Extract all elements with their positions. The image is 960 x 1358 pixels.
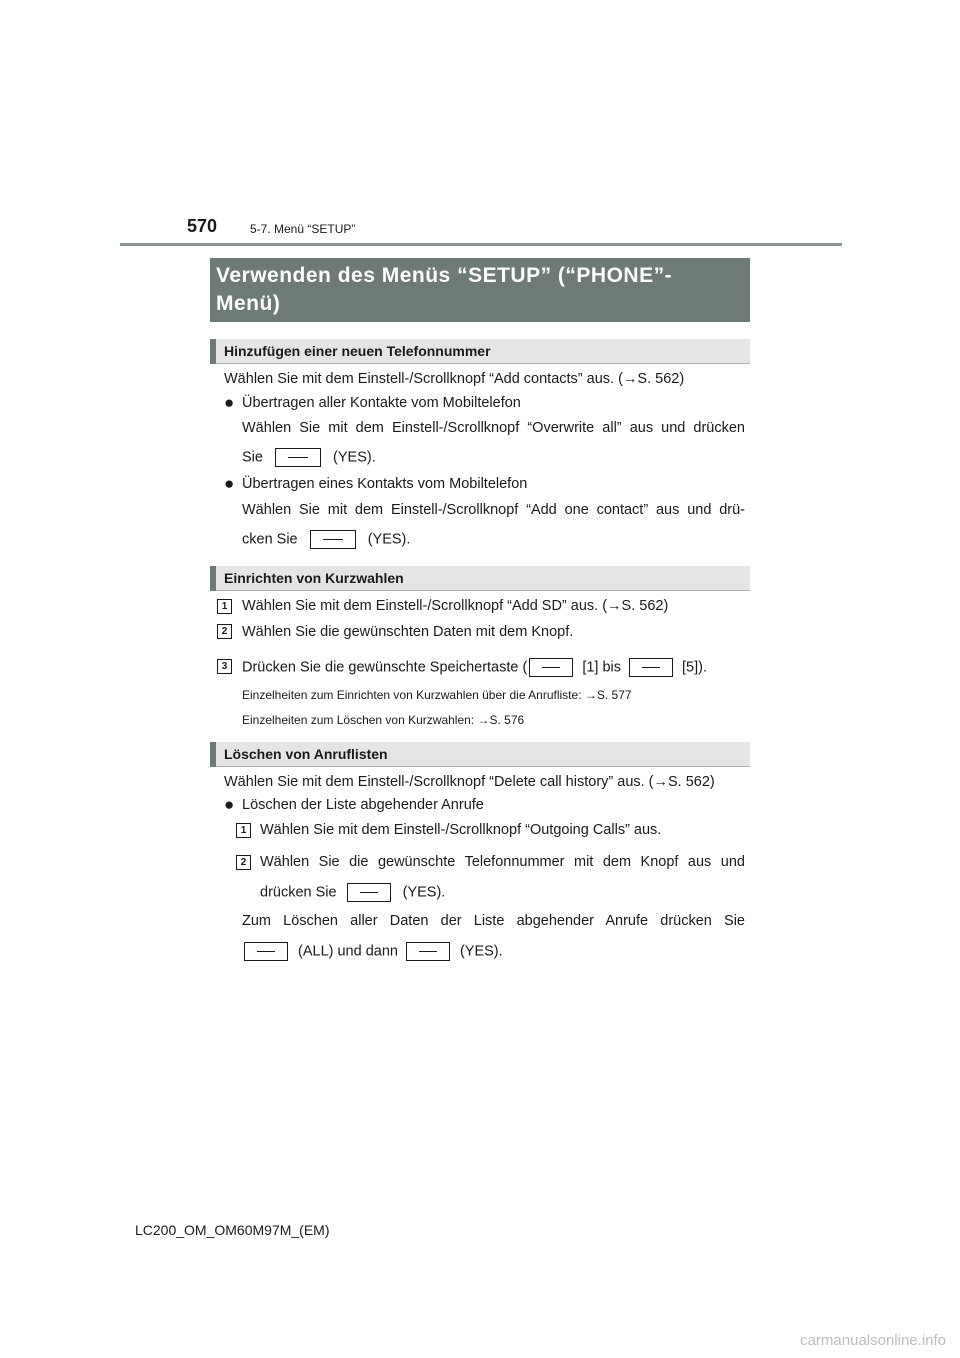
- note-text: Einzelheiten zum Einrichten von Kurzwahlen über die Anrufliste: →S. 577: [242, 688, 632, 702]
- text-fragment: (ALL) und dann: [298, 943, 398, 960]
- step-number: 3: [217, 659, 232, 674]
- text-add-one-contact: Wählen Sie mit dem Einstell-/Scrollknopf “Add one contact” aus und drü-: [242, 502, 745, 518]
- step-number: 1: [217, 599, 232, 614]
- text-fragment: Sie: [242, 449, 263, 466]
- key-button-icon: [629, 658, 673, 677]
- section-label: 5-7. Menü “SETUP”: [250, 222, 356, 236]
- text-fragment: (YES).: [333, 449, 376, 466]
- text-press-yes: [242, 448, 376, 467]
- bullet-title-transfer-all: Übertragen aller Kontakte vom Mobiltelefon: [242, 395, 521, 411]
- step-number: 2: [236, 855, 251, 870]
- bullet-icon: ●: [224, 393, 235, 412]
- step-text: Wählen Sie mit dem Einstell-/Scrollknopf “Add SD” aus. (→S. 562): [242, 598, 669, 614]
- bullet-icon: ●: [224, 795, 235, 814]
- heading-bar: [210, 566, 216, 591]
- key-button-icon: [529, 658, 573, 677]
- text-press-yes: [242, 530, 410, 549]
- text-fragment: [5]).: [682, 659, 707, 676]
- bullet-icon: ●: [224, 474, 235, 493]
- text-delete-all-keys: [242, 942, 503, 961]
- instruction-delete-call-history: Wählen Sie mit dem Einstell-/Scrollknopf “Delete call history” aus. (→S. 562): [224, 774, 715, 790]
- section-heading-add-number: [210, 339, 750, 364]
- heading-bar: [210, 742, 216, 767]
- heading-text: Hinzufügen einer neuen Telefonnummer: [224, 343, 491, 359]
- document-code: LC200_OM_OM60M97M_(EM): [135, 1222, 330, 1238]
- text-fragment: (YES).: [402, 884, 446, 901]
- section-heading-delete-history: [210, 742, 750, 767]
- heading-bar: [210, 339, 216, 364]
- step-text: Wählen Sie die gewünschten Daten mit dem Knopf.: [242, 624, 574, 640]
- key-button-icon: [406, 942, 450, 961]
- text-fragment: (YES).: [367, 531, 411, 548]
- heading-text: Löschen von Anruflisten: [224, 746, 388, 762]
- step-text: [260, 883, 445, 902]
- step-number: 2: [217, 624, 232, 639]
- step-text: Wählen Sie die gewünschte Telefonnummer mit dem Knopf aus und: [260, 854, 745, 870]
- page-title: Verwenden des Menüs “SETUP” (“PHONE”-Menü): [216, 264, 673, 315]
- note-text: Einzelheiten zum Löschen von Kurzwahlen: →S. 576: [242, 713, 525, 727]
- bullet-title-transfer-one: Übertragen eines Kontakts vom Mobiltelefon: [242, 476, 528, 492]
- text-fragment: [1] bis: [582, 659, 622, 676]
- key-button-icon: [275, 448, 321, 467]
- header-rule: [120, 243, 842, 246]
- step-number: 1: [236, 823, 251, 838]
- section-heading-speed-dial: [210, 566, 750, 591]
- text-delete-all: Zum Löschen aller Daten der Liste abgehender Anrufe drücken Sie: [242, 913, 745, 929]
- text-fragment: cken Sie: [242, 531, 298, 548]
- step-text: Wählen Sie mit dem Einstell-/Scrollknopf “Outgoing Calls” aus.: [260, 822, 662, 838]
- page-number: 570: [187, 216, 218, 236]
- step-text: [242, 658, 707, 677]
- text-fragment: drücken Sie: [260, 884, 337, 901]
- text-fragment: Drücken Sie die gewünschte Speichertaste (: [242, 659, 528, 676]
- text-fragment: (YES).: [459, 943, 503, 960]
- key-button-icon: [347, 883, 391, 902]
- bullet-title-delete-outgoing: Löschen der Liste abgehender Anrufe: [242, 797, 484, 813]
- key-button-icon: [310, 530, 356, 549]
- text-overwrite-all: Wählen Sie mit dem Einstell-/Scrollknopf “Overwrite all” aus und drücken: [242, 420, 745, 436]
- instruction-add-contacts: Wählen Sie mit dem Einstell-/Scrollknopf “Add contacts” aus. (→S. 562): [224, 371, 685, 387]
- key-button-icon: [244, 942, 288, 961]
- heading-text: Einrichten von Kurzwahlen: [224, 570, 404, 586]
- watermark: carmanualsonline.info: [800, 1332, 946, 1349]
